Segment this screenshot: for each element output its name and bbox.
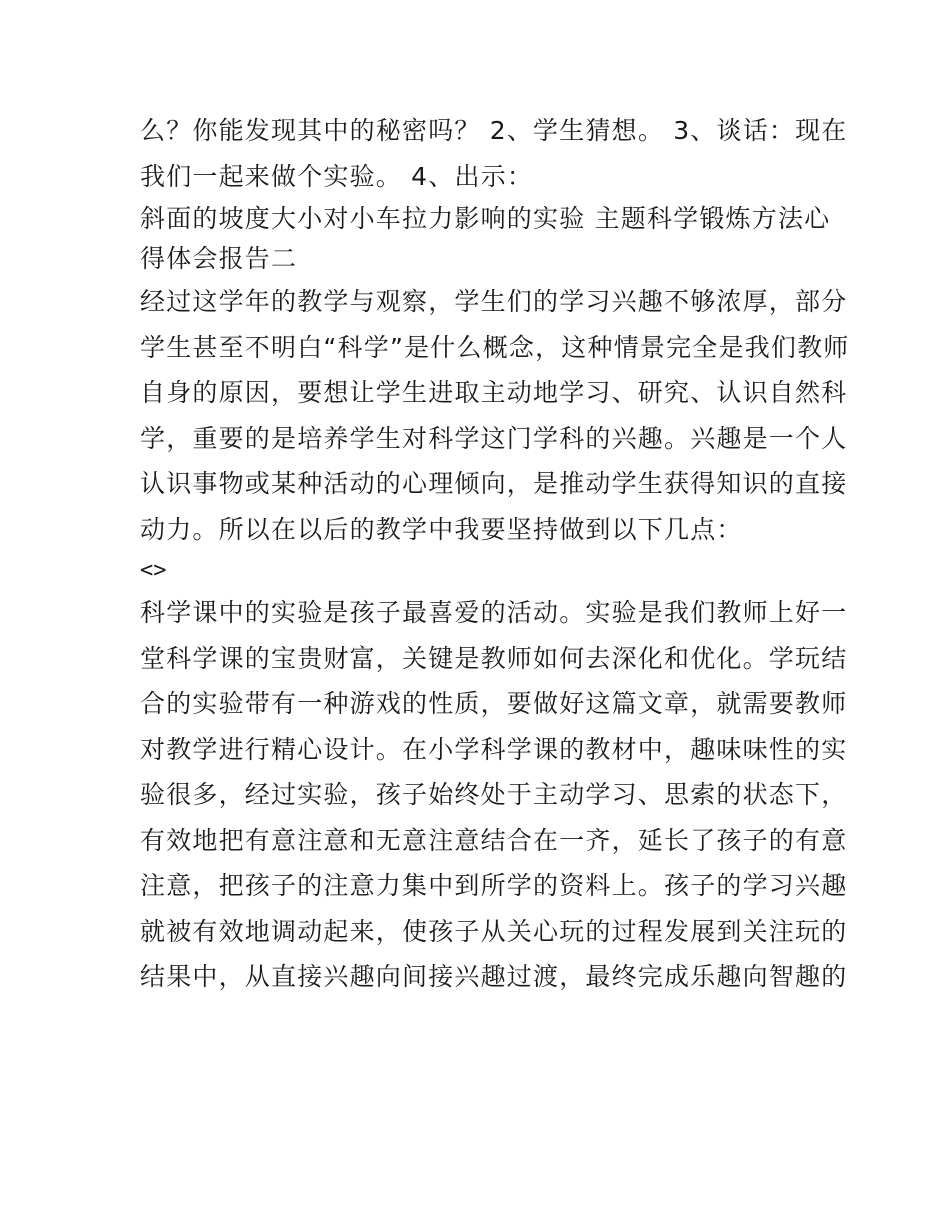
- text-line: 学，重要的是培养学生对科学这门学科的兴趣。兴趣是一个人: [140, 423, 848, 453]
- text-line: 斜面的坡度大小对小车拉力影响的实验 主题科学锻炼方法心: [140, 204, 831, 233]
- text-line: 经过这学年的教学与观察，学生们的学习兴趣不够浓厚，部分: [140, 287, 848, 316]
- text-line: 学生甚至不明白“科学”是什么概念，这种情景完全是我们教师: [140, 332, 850, 362]
- text-line: 注意，把孩子的注意力集中到所学的资料上。孩子的学习兴趣: [140, 871, 848, 900]
- text-line: 有效地把有意注意和无意注意结合在一齐，延长了孩子的有意: [140, 825, 848, 855]
- text-line: 对教学进行精心设计。在小学科学课的教材中，趣味味性的实: [140, 734, 848, 764]
- text-line: 么？你能发现其中的秘密吗？ 2、学生猜想。 3、谈话：现在: [140, 116, 848, 145]
- text-line: 合的实验带有一种游戏的性质，要做好这篇文章，就需要教师: [140, 689, 848, 718]
- text-line: 自身的原因，要想让学生进取主动地学习、研究、认识自然科: [140, 378, 848, 407]
- text-line: 得体会报告二: [140, 244, 298, 273]
- text-line: 结果中，从直接兴趣向间接兴趣过渡，最终完成乐趣向智趣的: [140, 962, 848, 991]
- text-line: 科学课中的实验是孩子最喜爱的活动。实验是我们教师上好一: [140, 598, 848, 627]
- text-line: 验很多，经过实验，孩子始终处于主动学习、思索的状态下，: [140, 780, 848, 809]
- text-line: 我们一起来做个实验。 4、出示：: [140, 161, 534, 191]
- text-line: 动力。所以在以后的教学中我要坚持做到以下几点：: [140, 514, 743, 544]
- text-line: 堂科学课的宝贵财富，关键是教师如何去深化和优化。学玩结: [140, 643, 848, 673]
- section-marker: <>: [140, 558, 167, 583]
- document-body: [140, 108, 850, 1000]
- text-line: 认识事物或某种活动的心理倾向，是推动学生获得知识的直接: [140, 469, 848, 498]
- text-line: 就被有效地调动起来，使孩子从关心玩的过程发展到关注玩的: [140, 916, 848, 946]
